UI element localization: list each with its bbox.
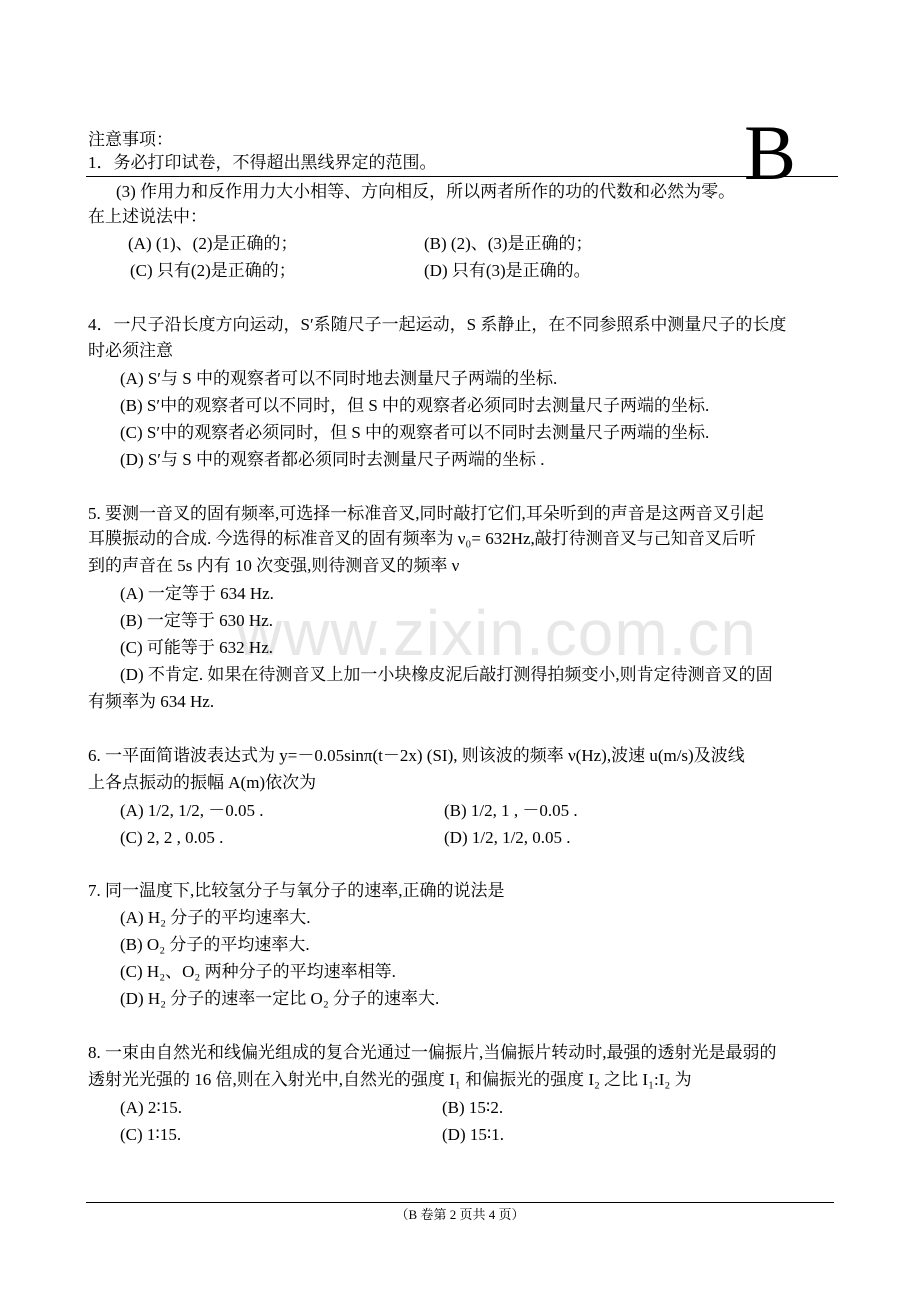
watermark: www.zixin.com.cn [236, 597, 757, 669]
q6-stem-line-1: 6. 一平面简谐波表达式为 y=－0.05sinπ(t－2x) (SI), 则该波的频率 ν(Hz),波速 u(m/s)及波线 [88, 746, 745, 765]
q6-option-b: (B) 1/2, 1 , －0.05 . [444, 801, 578, 820]
paper-letter: B [744, 109, 797, 196]
q4-option-b: (B) S′中的观察者可以不同时，但 S 中的观察者必须同时去测量尺子两端的坐标. [120, 396, 710, 415]
q6-option-c: (C) 2, 2 , 0.05 . [120, 828, 224, 847]
q8-stem-line-1: 8. 一束由自然光和线偏光组成的复合光通过一偏振片,当偏振片转动时,最强的透射光是最弱的 [88, 1043, 777, 1062]
q5-option-d-line-1: (D) 不肯定. 如果在待测音叉上加一小块橡皮泥后敲打测得拍频变小,则肯定待测音叉的固 [120, 665, 773, 684]
q3-option-d: (D) 只有(3)是正确的。 [424, 261, 591, 280]
q3-option-c: (C) 只有(2)是正确的； [130, 261, 296, 280]
footer-rule [86, 1202, 834, 1203]
q3-option-b: (B) (2)、(3)是正确的； [424, 234, 593, 253]
q5-stem-line-2: 耳膜振动的合成. 今选得的标准音叉的固有频率为 ν₀= 632Hz,敲打待测音叉与己知音叉后听 [88, 529, 756, 548]
q5-stem-line-3: 到的声音在 5s 内有 10 次变强,则待测音叉的频率 ν [88, 556, 460, 575]
q5-option-b: (B) 一定等于 630 Hz. [120, 611, 273, 630]
q4-option-d: (D) S′与 S 中的观察者都必须同时去测量尺子两端的坐标 . [120, 450, 545, 469]
q3-option-a: (A) (1)、(2)是正确的； [128, 234, 298, 253]
q5-option-c: (C) 可能等于 632 Hz. [120, 638, 273, 657]
q8-option-a: (A) 2∶15. [120, 1098, 183, 1117]
q7-option-a: (A) H₂ 分子的平均速率大. [120, 908, 311, 927]
q7-option-c: (C) H₂、O₂ 两种分子的平均速率相等. [120, 962, 396, 981]
q7-option-b: (B) O₂ 分子的平均速率大. [120, 935, 310, 954]
q4-option-c: (C) S′中的观察者必须同时，但 S 中的观察者可以不同时去测量尺子两端的坐标. [120, 423, 710, 442]
q3-lead: 在上述说法中： [88, 207, 207, 226]
q8-stem-line-2: 透射光光强的 16 倍,则在入射光中,自然光的强度 I₁ 和偏振光的强度 I₂ 之比 I₁:I₂ 为 [88, 1070, 692, 1089]
page-number: （B 卷第 2 页共 4 页） [395, 1207, 525, 1222]
q4-stem-line-1: 4．一尺子沿长度方向运动，S′系随尺子一起运动，S 系静止，在不同参照系中测量尺子的长度 [88, 315, 787, 334]
q6-stem-line-2: 上各点振动的振幅 A(m)依次为 [88, 773, 317, 792]
q8-option-d: (D) 15∶1. [442, 1125, 505, 1144]
q6-option-d: (D) 1/2, 1/2, 0.05 . [444, 828, 571, 847]
header-rule [86, 176, 838, 177]
q5-stem-line-1: 5. 要测一音叉的固有频率,可选择一标准音叉,同时敲打它们,耳朵听到的声音是这两音叉引起 [88, 504, 764, 523]
q7-option-d: (D) H₂ 分子的速率一定比 O₂ 分子的速率大. [120, 989, 440, 1008]
notice-title: 注意事项： [88, 130, 173, 149]
q5-option-d-line-2: 有频率为 634 Hz. [88, 692, 215, 711]
q8-option-b: (B) 15∶2. [442, 1098, 504, 1117]
q3-statement-3: (3) 作用力和反作用力大小相等、方向相反，所以两者所作的功的代数和必然为零。 [116, 182, 736, 201]
q7-stem: 7. 同一温度下,比较氢分子与氧分子的速率,正确的说法是 [88, 881, 505, 900]
q8-option-c: (C) 1∶15. [120, 1125, 182, 1144]
q4-option-a: (A) S′与 S 中的观察者可以不同时地去测量尺子两端的坐标. [120, 369, 558, 388]
notice-item-1: 1．务必打印试卷，不得超出黑线界定的范围。 [88, 153, 437, 172]
q6-option-a: (A) 1/2, 1/2, －0.05 . [120, 801, 264, 820]
q5-option-a: (A) 一定等于 634 Hz. [120, 584, 274, 603]
q4-stem-line-2: 时必须注意 [88, 341, 173, 360]
